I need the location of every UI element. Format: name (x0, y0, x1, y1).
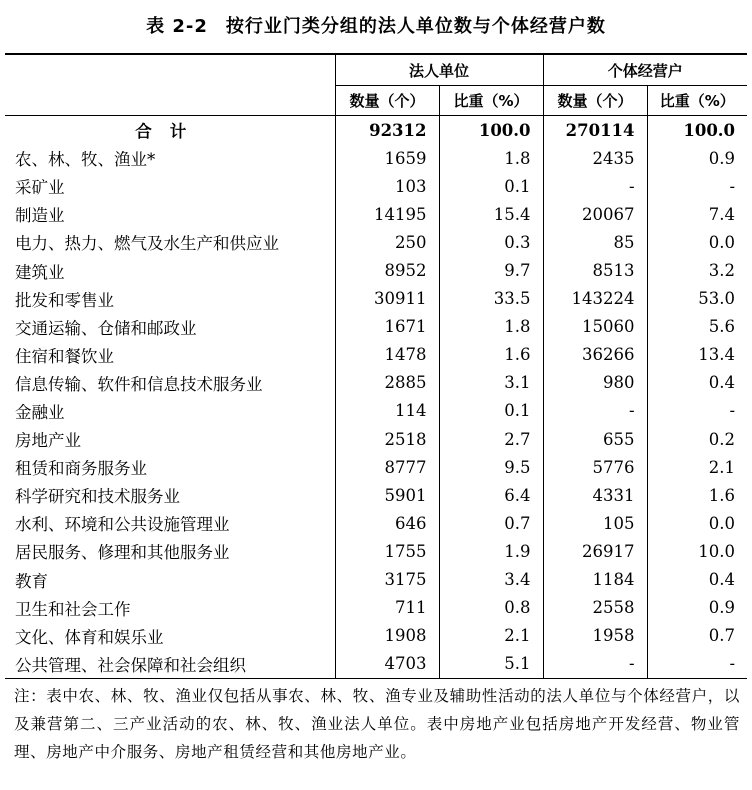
legal-share: 9.5 (439, 453, 543, 481)
footnote: 注：表中农、林、牧、渔业仅包括从事农、林、牧、渔专业及辅助性活动的法人单位与个体经营户，以及兼营第二、三产业活动的农、林、牧、渔业法人单位。表中房地产业包括房地产开发经营、物业管理、房地产中介服务、房地产租赁经营和其他房地产业。 (14, 687, 740, 761)
legal-share: 0.3 (439, 228, 543, 256)
legal-share: 1.6 (439, 341, 543, 369)
table-title (0, 12, 752, 38)
total-legal-share: 100.0 (439, 116, 543, 145)
ind-share: 13.4 (647, 341, 747, 369)
legal-share: 2.7 (439, 425, 543, 453)
industry-label: 批发和零售业 (15, 290, 114, 310)
legal-count: 1755 (335, 537, 439, 565)
legal-share: 5.1 (439, 650, 543, 679)
ind-count: - (543, 397, 647, 425)
ind-count: 105 (543, 509, 647, 537)
header-individual-households: 个体经营户 (543, 54, 747, 86)
legal-share: 2.1 (439, 622, 543, 650)
total-legal-count: 92312 (335, 116, 439, 145)
table-title-text: 按行业门类分组的法人单位数与个体经营户数 (225, 16, 606, 37)
legal-count: 2518 (335, 425, 439, 453)
ind-count: 2435 (543, 144, 647, 172)
legal-share: 3.4 (439, 566, 543, 594)
ind-count: 15060 (543, 313, 647, 341)
industry-label: 科学研究和技术服务业 (15, 487, 180, 507)
ind-count: 5776 (543, 453, 647, 481)
header-industry (5, 54, 335, 116)
industry-label: 金融业 (15, 402, 65, 422)
table-row (5, 313, 747, 341)
ind-share: 2.1 (647, 453, 747, 481)
legal-count: 4703 (335, 650, 439, 679)
table-row (5, 481, 747, 509)
ind-count: 8513 (543, 256, 647, 284)
table-row (5, 228, 747, 256)
ind-count: 980 (543, 369, 647, 397)
ind-share: 5.6 (647, 313, 747, 341)
legal-count: 646 (335, 509, 439, 537)
header-legal-units: 法人单位 (335, 54, 543, 86)
legal-share: 0.1 (439, 397, 543, 425)
industry-label: 农、林、牧、渔业* (15, 150, 156, 170)
ind-share: 7.4 (647, 200, 747, 228)
industry-label: 电力、热力、燃气及水生产和供应业 (15, 234, 279, 254)
industry-label: 卫生和社会工作 (15, 599, 131, 619)
industry-label: 租赁和商务服务业 (15, 459, 147, 479)
legal-count: 1671 (335, 313, 439, 341)
ind-share: 0.7 (647, 622, 747, 650)
total-row (5, 116, 747, 145)
ind-share: 0.9 (647, 594, 747, 622)
ind-count: 1958 (543, 622, 647, 650)
legal-count: 5901 (335, 481, 439, 509)
table-row (5, 369, 747, 397)
industry-label: 住宿和餐饮业 (15, 346, 114, 366)
legal-count: 3175 (335, 566, 439, 594)
ind-share: 0.0 (647, 509, 747, 537)
ind-count: 143224 (543, 285, 647, 313)
legal-share: 9.7 (439, 256, 543, 284)
table-row (5, 256, 747, 284)
header-legal-count: 数量（个） (335, 86, 439, 116)
industry-label: 制造业 (15, 206, 65, 226)
ind-share: - (647, 397, 747, 425)
legal-count: 8952 (335, 256, 439, 284)
total-ind-share: 100.0 (647, 116, 747, 145)
industry-label: 居民服务、修理和其他服务业 (15, 543, 230, 563)
header-ind-count: 数量（个） (543, 86, 647, 116)
table-row (5, 200, 747, 228)
legal-count: 30911 (335, 285, 439, 313)
legal-share: 3.1 (439, 369, 543, 397)
legal-count: 1478 (335, 341, 439, 369)
legal-share: 0.8 (439, 594, 543, 622)
legal-share: 1.8 (439, 144, 543, 172)
industry-label: 水利、环境和公共设施管理业 (15, 515, 230, 535)
ind-count: 655 (543, 425, 647, 453)
header-legal-share: 比重（%） (439, 86, 543, 116)
total-label: 合计 (135, 122, 205, 142)
legal-count: 103 (335, 172, 439, 200)
legal-count: 8777 (335, 453, 439, 481)
legal-share: 1.9 (439, 537, 543, 565)
legal-share: 33.5 (439, 285, 543, 313)
table-row (5, 594, 747, 622)
ind-count: - (543, 650, 647, 679)
ind-share: 10.0 (647, 537, 747, 565)
legal-share: 0.7 (439, 509, 543, 537)
ind-share: 53.0 (647, 285, 747, 313)
total-ind-count: 270114 (543, 116, 647, 145)
ind-count: 4331 (543, 481, 647, 509)
table-row (5, 341, 747, 369)
table-code: 表 2-2 (146, 16, 208, 37)
ind-share: 0.2 (647, 425, 747, 453)
table-row (5, 285, 747, 313)
table-row (5, 509, 747, 537)
industry-label: 采矿业 (15, 178, 65, 198)
legal-count: 114 (335, 397, 439, 425)
ind-count: 1184 (543, 566, 647, 594)
table-row (5, 566, 747, 594)
ind-share: 0.4 (647, 369, 747, 397)
industry-label: 公共管理、社会保障和社会组织 (5, 650, 335, 679)
ind-count: 85 (543, 228, 647, 256)
table-row (5, 537, 747, 565)
ind-share: 0.9 (647, 144, 747, 172)
legal-count: 2885 (335, 369, 439, 397)
industry-label: 教育 (15, 571, 48, 591)
table-row (5, 622, 747, 650)
industry-label: 交通运输、仓储和邮政业 (15, 318, 197, 338)
ind-count: 20067 (543, 200, 647, 228)
legal-count: 14195 (335, 200, 439, 228)
legal-count: 1908 (335, 622, 439, 650)
legal-share: 0.1 (439, 172, 543, 200)
header-ind-share: 比重（%） (647, 86, 747, 116)
ind-share: 1.6 (647, 481, 747, 509)
table-row (5, 425, 747, 453)
ind-count: - (543, 172, 647, 200)
table-row (5, 144, 747, 172)
table-row (5, 172, 747, 200)
industry-label: 房地产业 (15, 431, 81, 451)
table-row (5, 650, 747, 679)
legal-share: 15.4 (439, 200, 543, 228)
ind-count: 26917 (543, 537, 647, 565)
ind-share: 0.4 (647, 566, 747, 594)
legal-share: 1.8 (439, 313, 543, 341)
industry-label: 文化、体育和娱乐业 (15, 627, 164, 647)
industry-label: 建筑业 (15, 262, 65, 282)
industry-label: 信息传输、软件和信息技术服务业 (15, 374, 263, 394)
ind-count: 2558 (543, 594, 647, 622)
data-table (5, 53, 747, 679)
ind-share: 0.0 (647, 228, 747, 256)
table-row (5, 453, 747, 481)
ind-share: - (647, 172, 747, 200)
ind-count: 36266 (543, 341, 647, 369)
ind-share: 3.2 (647, 256, 747, 284)
ind-share: - (647, 650, 747, 679)
legal-share: 6.4 (439, 481, 543, 509)
legal-count: 1659 (335, 144, 439, 172)
legal-count: 711 (335, 594, 439, 622)
table-row (5, 397, 747, 425)
legal-count: 250 (335, 228, 439, 256)
